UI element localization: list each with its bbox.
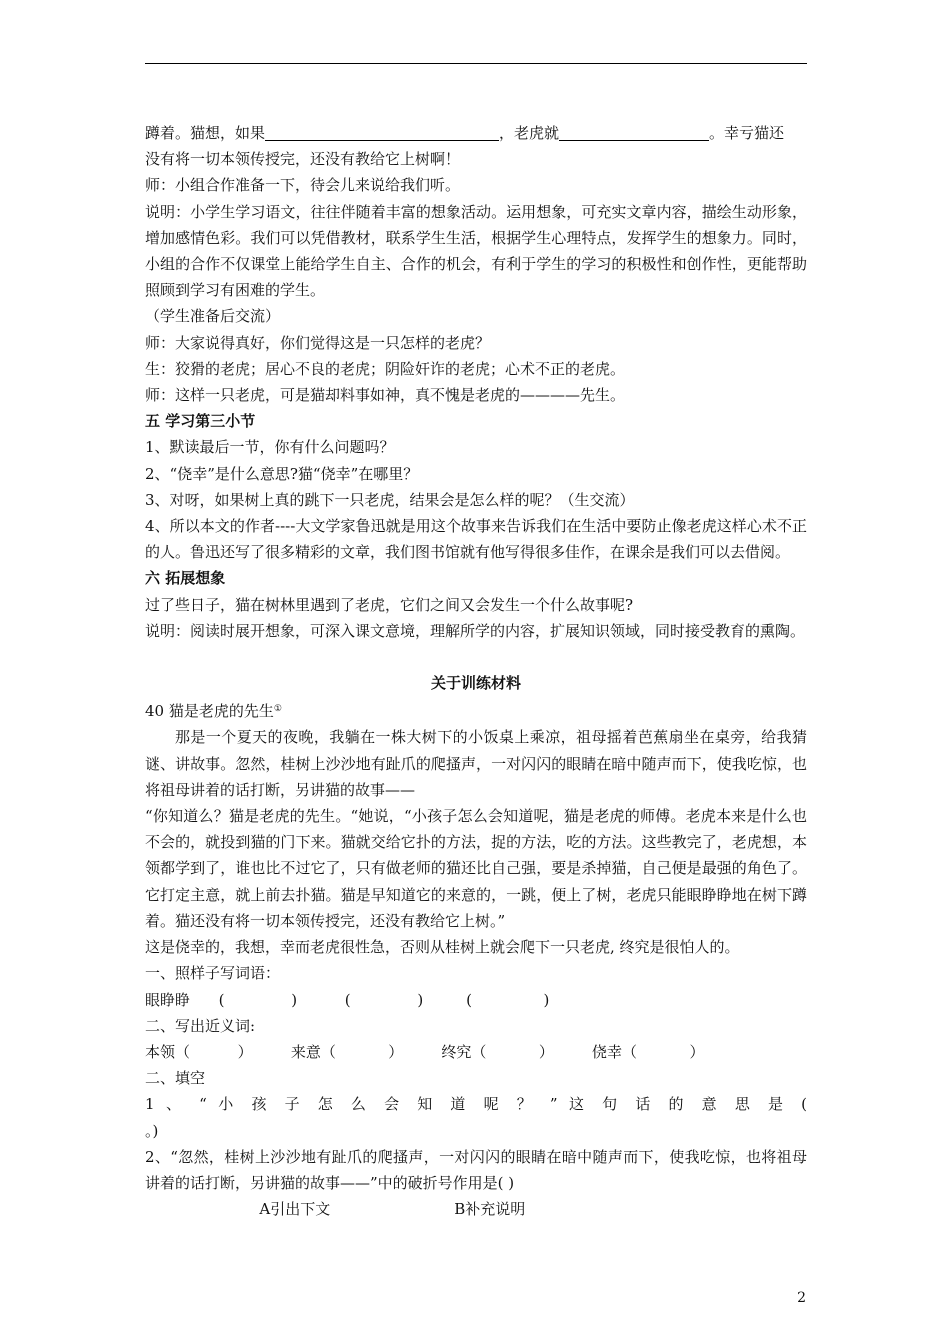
teacher-line: 师：这样一只老虎，可是猫却料事如神，真不愧是老虎的————先生。 <box>145 386 626 405</box>
paragraph-fill-blank <box>145 120 807 146</box>
stage-direction: （学生准备后交流） <box>145 307 281 326</box>
answer-blank <box>265 123 499 141</box>
list-item: 4、所以本文的作者----大文学家鲁迅就是用这个故事来告诉我们在生活中要防止像老虎这样心术不正的人。鲁迅还写了很多精彩的文章，我们图书馆就有他写得很多佳作，在课余是我们可以去借阅。 <box>145 517 807 562</box>
student-line: 生：狡猾的老虎；居心不良的老虎；阴险奸诈的老虎；心术不正的老虎。 <box>145 359 626 378</box>
story-title-text: 40 猫是老虎的先生 <box>145 702 274 721</box>
story-paragraph: “你知道么？猫是老虎的先生。“她说，“小孩子怎么会知道呢，猫是老虎的师傅。老虎本来是什么也不会的，就投到猫的门下来。猫就交给它扑的方法，捉的方法，吃的方法。这些教完了，老虎想，本领都学到了，谁也比不过它了，只有做老师的猫还比自己强，要是杀掉猫，自己便是最强的角色了。它打定主意，就上前去扑猫。猫是早知道它的来意的，一跳，便上了树，老虎只能眼睁睁地在树下蹲着。猫还没有将一切本领传授完，还没有教给它上树。” <box>145 807 807 930</box>
exercise-row: 眼睁睁 ( ) ( ) ( ) <box>145 990 550 1009</box>
paragraph: 没有将一切本领传授完，还没有教给它上树啊！ <box>145 150 461 169</box>
section-heading: 六 拓展想象 <box>145 569 226 588</box>
text-segment: ，老虎就 <box>499 124 560 142</box>
exercise-question: 2、“忽然，桂树上沙沙地有趾爪的爬搔声，一对闪闪的眼睛在暗中随声而下，使我吃惊，也将祖母讲着的话打断，另讲猫的故事——”中的破折号作用是( ) <box>145 1147 807 1192</box>
footnote-marker: ① <box>273 704 282 715</box>
page-number: 2 <box>797 1290 806 1306</box>
text-segment: 。幸亏猫还 <box>709 124 785 142</box>
section-heading: 五 学习第三小节 <box>145 412 256 431</box>
list-item: 2、“侥幸”是什么意思?猫“侥幸”在哪里？ <box>145 464 419 483</box>
teacher-line: 师：小组合作准备一下，待会儿来说给我们听。 <box>145 176 461 195</box>
exercise-question: 1 、 “ 小 孩 子 怎 么 会 知 道 呢 ？ ” 这 句 话 的 意 思 是 ( <box>145 1095 807 1114</box>
exercise-title: 二、填空 <box>145 1069 206 1088</box>
list-item: 3、对呀，如果树上真的跳下一只老虎，结果会是怎么样的呢？（生交流） <box>145 490 635 509</box>
list-item: 1、默读最后一节，你有什么问题吗？ <box>145 438 395 457</box>
answer-blank <box>559 123 709 141</box>
story-title <box>145 696 807 724</box>
note-paragraph: 说明：阅读时展开想象，可深入课文意境，理解所学的内容，扩展知识领域，同时接受教育的熏陶。 <box>145 621 806 640</box>
exercise-question-end: 。) <box>145 1121 159 1140</box>
paragraph: 过了些日子，猫在树林里遇到了老虎，它们之间又会发生一个什么故事呢? <box>145 595 634 614</box>
note-paragraph: 说明：小学生学习语文，往往伴随着丰富的想象活动。运用想象，可充实文章内容，描绘生动形象，增加感情色彩。我们可以凭借教材，联系学生生活，根据学生心理特点，发挥学生的想象力。同时，小组的合作不仅课堂上能给学生自主、合作的机会，有利于学生的学习的积极性和创作性，更能帮助照顾到学习有困难的学生。 <box>145 202 807 300</box>
teacher-line: 师：大家说得真好，你们觉得这是一只怎样的老虎？ <box>145 333 491 352</box>
header-rule <box>145 63 807 64</box>
document-body <box>145 120 807 1222</box>
story-paragraph: 这是侥幸的，我想，幸而老虎很性急，否则从桂树上就会爬下一只老虎, 终究是很怕人的。 <box>145 938 740 957</box>
exercise-title: 一、照样子写词语： <box>145 964 281 983</box>
story-paragraph: 那是一个夏天的夜晚，我躺在一株大树下的小饭桌上乘凉，祖母摇着芭蕉扇坐在桌旁，给我猜谜、讲故事。忽然，桂树上沙沙地有趾爪的爬搔声，一对闪闪的眼睛在暗中随声而下，使我吃惊，也将祖母讲着的话打断，另讲猫的故事—— <box>145 728 807 799</box>
exercise-row: 本领（ ） 来意（ ） 终究（ ） 侥幸（ ） <box>145 1042 705 1061</box>
text-segment: 蹲着。猫想，如果 <box>145 124 266 142</box>
answer-options: A引出下文 B补充说明 <box>145 1200 526 1219</box>
section-title: 关于训练材料 <box>430 674 521 693</box>
exercise-title: 二、写出近义词: <box>145 1016 256 1035</box>
